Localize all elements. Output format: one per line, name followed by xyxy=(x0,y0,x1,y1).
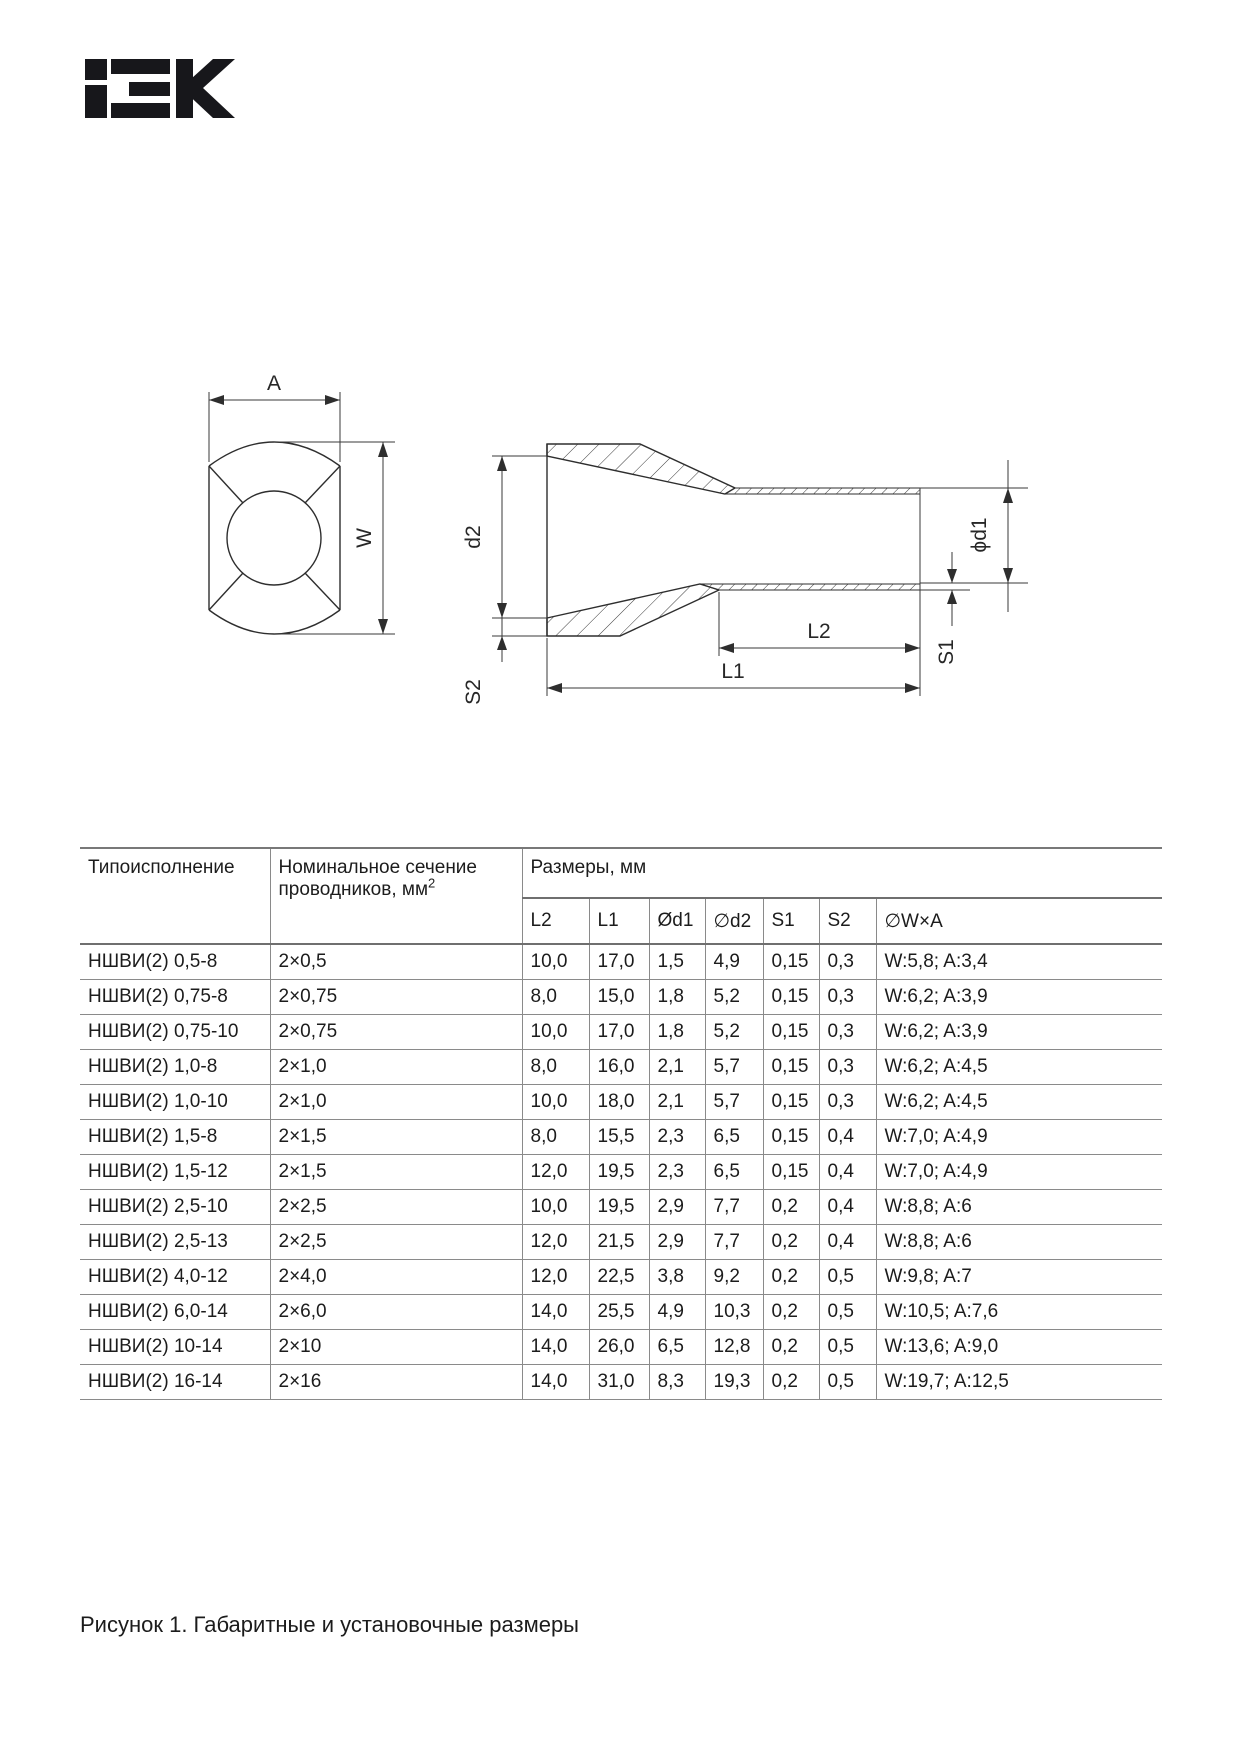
table-cell: 2,3 xyxy=(649,1155,705,1190)
dim-a xyxy=(209,372,340,462)
table-cell: 8,3 xyxy=(649,1365,705,1400)
table-cell: 0,4 xyxy=(819,1120,876,1155)
table-cell: 2×2,5 xyxy=(270,1225,522,1260)
table-cell: 0,2 xyxy=(763,1295,819,1330)
table-cell: W:6,2; A:4,5 xyxy=(876,1085,1162,1120)
table-cell: 22,5 xyxy=(589,1260,649,1295)
dim-label-s2: S2 xyxy=(462,679,485,705)
table-cell: 10,3 xyxy=(705,1295,763,1330)
table-cell: НШВИ(2) 1,5-12 xyxy=(80,1155,270,1190)
table-cell: 2×4,0 xyxy=(270,1260,522,1295)
table-cell: W:8,8; A:6 xyxy=(876,1190,1162,1225)
table-cell: W:13,6; A:9,0 xyxy=(876,1330,1162,1365)
table-cell: НШВИ(2) 16-14 xyxy=(80,1365,270,1400)
table-cell: 25,5 xyxy=(589,1295,649,1330)
table-cell: 10,0 xyxy=(522,944,589,980)
col-header-sizes: Размеры, мм xyxy=(522,848,1162,898)
dimensions-table xyxy=(80,847,1162,1400)
table-row xyxy=(80,1190,1162,1225)
table-row xyxy=(80,1295,1162,1330)
table-cell: 0,4 xyxy=(819,1190,876,1225)
table-cell: 15,0 xyxy=(589,980,649,1015)
col-header-type: Типоисполнение xyxy=(80,848,270,944)
table-cell: 5,7 xyxy=(705,1050,763,1085)
table-cell: 17,0 xyxy=(589,944,649,980)
table-cell: 0,15 xyxy=(763,1050,819,1085)
table-cell: 0,15 xyxy=(763,980,819,1015)
dim-label-w: W xyxy=(353,528,376,548)
table-cell: W:5,8; A:3,4 xyxy=(876,944,1162,980)
table-cell: 8,0 xyxy=(522,1120,589,1155)
table-cell: 15,5 xyxy=(589,1120,649,1155)
table-cell: 5,7 xyxy=(705,1085,763,1120)
dim-label-a: A xyxy=(266,372,282,395)
table-cell: 0,5 xyxy=(819,1365,876,1400)
table-cell: 0,3 xyxy=(819,1050,876,1085)
table-cell: W:19,7; A:12,5 xyxy=(876,1365,1162,1400)
table-cell: 12,0 xyxy=(522,1260,589,1295)
table-row xyxy=(80,1225,1162,1260)
dim-s2 xyxy=(462,618,547,705)
dim-label-d2: d2 xyxy=(462,525,485,549)
table-cell: 2×10 xyxy=(270,1330,522,1365)
table-cell: 12,8 xyxy=(705,1330,763,1365)
table-cell: 7,7 xyxy=(705,1190,763,1225)
table-cell: НШВИ(2) 0,5-8 xyxy=(80,944,270,980)
table-cell: 0,3 xyxy=(819,1085,876,1120)
table-cell: 0,15 xyxy=(763,944,819,980)
table-cell: W:6,2; A:4,5 xyxy=(876,1050,1162,1085)
table-row xyxy=(80,1050,1162,1085)
table-cell: 0,5 xyxy=(819,1295,876,1330)
table-cell: 0,15 xyxy=(763,1155,819,1190)
table-cell: W:7,0; A:4,9 xyxy=(876,1155,1162,1190)
table-row xyxy=(80,1085,1162,1120)
table-cell: 0,2 xyxy=(763,1190,819,1225)
table-cell: 1,5 xyxy=(649,944,705,980)
dim-label-d1: ϕd1 xyxy=(968,517,991,553)
table-cell: 26,0 xyxy=(589,1330,649,1365)
dim-label-l2: L2 xyxy=(807,620,831,643)
table-cell: 0,2 xyxy=(763,1365,819,1400)
table-cell: W:6,2; A:3,9 xyxy=(876,1015,1162,1050)
col-header-section-line2: проводников, мм xyxy=(278,879,429,900)
col-header-section xyxy=(270,848,522,944)
table-cell: 0,5 xyxy=(819,1330,876,1365)
table-cell: W:6,2; A:3,9 xyxy=(876,980,1162,1015)
col-header-section-line1: Номинальное сечение xyxy=(278,857,477,878)
table-cell: НШВИ(2) 4,0-12 xyxy=(80,1260,270,1295)
table-cell: 2,1 xyxy=(649,1085,705,1120)
table-cell: 0,4 xyxy=(819,1225,876,1260)
table-cell: 16,0 xyxy=(589,1050,649,1085)
iek-logo xyxy=(85,58,235,118)
table-cell: НШВИ(2) 0,75-10 xyxy=(80,1015,270,1050)
table-cell: 31,0 xyxy=(589,1365,649,1400)
table-cell: 9,2 xyxy=(705,1260,763,1295)
table-row xyxy=(80,1260,1162,1295)
dimensions-table-wrap xyxy=(80,847,1162,1400)
table-cell: НШВИ(2) 1,5-8 xyxy=(80,1120,270,1155)
dim-d1 xyxy=(920,460,1028,612)
col-header-s1: S1 xyxy=(763,898,819,944)
table-cell: 21,5 xyxy=(589,1225,649,1260)
table-cell: 0,15 xyxy=(763,1015,819,1050)
table-cell: W:7,0; A:4,9 xyxy=(876,1120,1162,1155)
table-cell: 2×0,75 xyxy=(270,980,522,1015)
table-cell: 19,5 xyxy=(589,1155,649,1190)
table-cell: НШВИ(2) 2,5-10 xyxy=(80,1190,270,1225)
table-cell: 2×0,5 xyxy=(270,944,522,980)
table-cell: 0,3 xyxy=(819,944,876,980)
table-cell: 5,2 xyxy=(705,980,763,1015)
table-row xyxy=(80,1015,1162,1050)
figure-caption: Рисунок 1. Габаритные и установочные размеры xyxy=(80,1612,579,1637)
table-cell: 0,3 xyxy=(819,980,876,1015)
table-cell: 2×6,0 xyxy=(270,1295,522,1330)
table-cell: 17,0 xyxy=(589,1015,649,1050)
table-cell: 0,4 xyxy=(819,1155,876,1190)
table-cell: 2×0,75 xyxy=(270,1015,522,1050)
table-cell: 19,3 xyxy=(705,1365,763,1400)
table-cell: 10,0 xyxy=(522,1085,589,1120)
col-header-wxa: ∅W×A xyxy=(876,898,1162,944)
table-cell: 2×16 xyxy=(270,1365,522,1400)
table-cell: 4,9 xyxy=(705,944,763,980)
table-cell: 2×1,0 xyxy=(270,1085,522,1120)
table-cell: W:8,8; A:6 xyxy=(876,1225,1162,1260)
table-cell: 4,9 xyxy=(649,1295,705,1330)
table-cell: НШВИ(2) 1,0-10 xyxy=(80,1085,270,1120)
table-cell: НШВИ(2) 1,0-8 xyxy=(80,1050,270,1085)
table-cell: W:9,8; A:7 xyxy=(876,1260,1162,1295)
col-header-l2: L2 xyxy=(522,898,589,944)
table-cell: 1,8 xyxy=(649,1015,705,1050)
side-view xyxy=(462,444,1028,705)
table-cell: 2,9 xyxy=(649,1190,705,1225)
table-row xyxy=(80,944,1162,980)
table-cell: 2×1,0 xyxy=(270,1050,522,1085)
table-cell: 0,2 xyxy=(763,1330,819,1365)
table-cell: 2,3 xyxy=(649,1120,705,1155)
iek-logo-glyphs xyxy=(85,59,235,118)
col-header-s2: S2 xyxy=(819,898,876,944)
dim-label-l1: L1 xyxy=(721,660,745,683)
table-row xyxy=(80,1155,1162,1190)
dim-label-s1: S1 xyxy=(935,639,958,665)
table-cell: 3,8 xyxy=(649,1260,705,1295)
table-row xyxy=(80,980,1162,1015)
table-cell: НШВИ(2) 10-14 xyxy=(80,1330,270,1365)
table-cell: 2×1,5 xyxy=(270,1155,522,1190)
table-body xyxy=(80,944,1162,1400)
table-cell: 0,2 xyxy=(763,1260,819,1295)
table-cell: НШВИ(2) 6,0-14 xyxy=(80,1295,270,1330)
table-cell: 19,5 xyxy=(589,1190,649,1225)
table-cell: 6,5 xyxy=(705,1120,763,1155)
table-cell: 14,0 xyxy=(522,1330,589,1365)
table-cell: 7,7 xyxy=(705,1225,763,1260)
table-cell: W:10,5; A:7,6 xyxy=(876,1295,1162,1330)
table-cell: 12,0 xyxy=(522,1225,589,1260)
table-cell: 0,15 xyxy=(763,1085,819,1120)
table-cell: 5,2 xyxy=(705,1015,763,1050)
table-cell: НШВИ(2) 0,75-8 xyxy=(80,980,270,1015)
table-cell: 0,2 xyxy=(763,1225,819,1260)
dim-l2 xyxy=(719,592,920,656)
table-cell: 8,0 xyxy=(522,980,589,1015)
table-row xyxy=(80,1365,1162,1400)
col-header-section-sup: 2 xyxy=(428,875,436,891)
col-header-l1: L1 xyxy=(589,898,649,944)
table-cell: 2,1 xyxy=(649,1050,705,1085)
figure-drawing xyxy=(140,330,1060,730)
table-row xyxy=(80,1120,1162,1155)
table-cell: 0,5 xyxy=(819,1260,876,1295)
table-cell: 0,3 xyxy=(819,1015,876,1050)
table-cell: 1,8 xyxy=(649,980,705,1015)
table-cell: 14,0 xyxy=(522,1365,589,1400)
table-cell: 14,0 xyxy=(522,1295,589,1330)
table-cell: 2,9 xyxy=(649,1225,705,1260)
header-row-main xyxy=(80,848,1162,898)
table-cell: 12,0 xyxy=(522,1155,589,1190)
front-view xyxy=(209,372,395,634)
table-cell: 10,0 xyxy=(522,1015,589,1050)
table-cell: 2×2,5 xyxy=(270,1190,522,1225)
table-cell: 10,0 xyxy=(522,1190,589,1225)
table-cell: 6,5 xyxy=(649,1330,705,1365)
table-cell: НШВИ(2) 2,5-13 xyxy=(80,1225,270,1260)
dim-s1 xyxy=(920,552,970,665)
dim-d2 xyxy=(462,456,547,618)
table-cell: 0,15 xyxy=(763,1120,819,1155)
col-header-d1: Ød1 xyxy=(649,898,705,944)
table-cell: 2×1,5 xyxy=(270,1120,522,1155)
table-cell: 6,5 xyxy=(705,1155,763,1190)
table-row xyxy=(80,1330,1162,1365)
table-cell: 18,0 xyxy=(589,1085,649,1120)
col-header-d2: ∅d2 xyxy=(705,898,763,944)
table-cell: 8,0 xyxy=(522,1050,589,1085)
